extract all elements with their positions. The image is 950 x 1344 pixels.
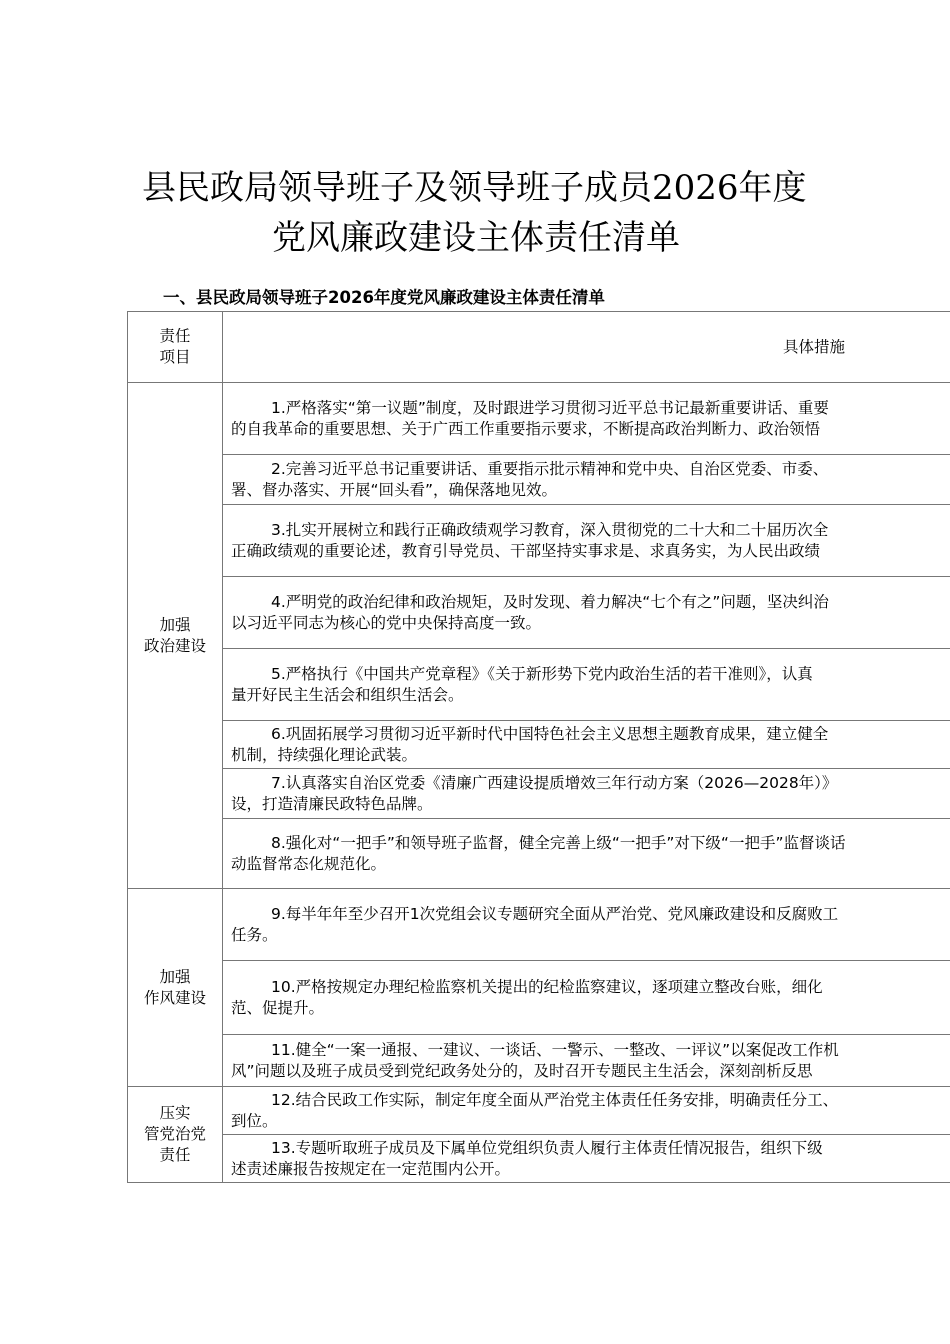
measure-text: 2.完善习近平总书记重要讲话、重要指示批示精神和党中央、自治区党委、市委、	[271, 459, 829, 478]
measure-text: 8.强化对“一把手”和领导班子监督，健全完善上级“一把手”对下级“一把手”监督谈话	[271, 833, 846, 852]
measure-text: 11.健全“一案一通报、一建议、一谈话、一警示、一整改、一评议”以案促改工作机	[271, 1040, 839, 1059]
category-line2: 政治建设	[143, 636, 206, 655]
measure-item-9	[223, 889, 950, 961]
measure-text: 5.严格执行《中国共产党章程》《关于新形势下党内政治生活的若干准则》，认真	[271, 664, 813, 683]
measure-text: 范、促提升。	[231, 998, 325, 1017]
measure-text: 述责述廉报告按规定在一定范围内公开。	[231, 1159, 511, 1178]
measure-text: 12.结合民政工作实际，制定年度全面从严治党主体责任任务安排，明确责任分工、	[271, 1090, 839, 1109]
category-line2: 作风建设	[143, 988, 206, 1007]
measure-item-3	[223, 505, 950, 577]
category-line3: 责任	[159, 1146, 191, 1164]
measure-text: 6.巩固拓展学习贯彻习近平新时代中国特色社会主义思想主题教育成果，建立健全	[271, 724, 829, 743]
measure-item-5	[223, 649, 950, 721]
measure-text: 3.扎实开展树立和践行正确政绩观学习教育，深入贯彻党的二十大和二十届历次全	[271, 520, 829, 539]
table-row	[128, 961, 950, 1035]
measure-text: 9.每半年年至少召开1次党组会议专题研究全面从严治党、党风廉政建设和反腐败工	[271, 904, 839, 923]
category-line1: 加强	[159, 967, 191, 986]
document-title-line1: 县民政局领导班子及领导班子成员2026年度	[142, 168, 807, 208]
measure-text: 4.严明党的政治纪律和政治规矩，及时发现、着力解决“七个有之”问题，坚决纠治	[271, 592, 829, 611]
table-row	[128, 1035, 950, 1087]
measure-text: 风”问题以及班子成员受到党纪政务处分的，及时召开专题民主生活会，深刻剖析反思	[231, 1061, 813, 1080]
measure-text: 7.认真落实自治区党委《清廉广西建设提质增效三年行动方案（2026—2028年）》	[271, 773, 838, 792]
measure-text: 到位。	[231, 1111, 278, 1130]
measure-item-6	[223, 721, 950, 769]
measure-text: 以习近平同志为核心的党中央保持高度一致。	[231, 613, 542, 632]
header-measures: 具体措施	[223, 312, 950, 383]
responsibility-table	[127, 311, 950, 1183]
measure-text: 设，打造清廉民政特色品牌。	[231, 794, 433, 813]
document-title-line2: 党风廉政建设主体责任清单	[272, 218, 680, 258]
measure-text: 机制，持续强化理论武装。	[231, 745, 418, 764]
table-row	[128, 383, 950, 455]
measure-item-2	[223, 455, 950, 505]
measure-text: 1.严格落实“第一议题”制度，及时跟进学习贯彻习近平总书记最新重要讲话、重要	[271, 398, 829, 417]
category-style-building	[128, 889, 223, 1087]
measure-item-12	[223, 1087, 950, 1135]
measure-item-4	[223, 577, 950, 649]
category-party-governance	[128, 1087, 223, 1183]
header-col1-line1: 责任	[159, 327, 191, 345]
measure-text: 10.严格按规定办理纪检监察机关提出的纪检监察建议，逐项建立整改台账，细化	[271, 977, 823, 996]
measure-text: 的自我革命的重要思想、关于广西工作重要指示要求，不断提高政治判断力、政治领悟	[231, 419, 821, 438]
measure-item-8	[223, 819, 950, 889]
table-row	[128, 505, 950, 577]
category-line1: 加强	[159, 615, 191, 634]
measure-text: 13.专题听取班子成员及下属单位党组织负责人履行主体责任情况报告，组织下级	[271, 1138, 823, 1157]
table-row	[128, 649, 950, 721]
measure-text: 署、督办落实、开展“回头看”，确保落地见效。	[231, 480, 558, 499]
table-row	[128, 819, 950, 889]
measure-text: 量开好民主生活会和组织生活会。	[231, 685, 464, 704]
category-line1: 压实	[159, 1104, 191, 1122]
table-row	[128, 577, 950, 649]
measure-item-7	[223, 769, 950, 819]
header-responsibility-item	[128, 312, 223, 383]
table-row	[128, 1087, 950, 1135]
measure-text: 动监督常态化规范化。	[231, 854, 387, 873]
header-col1-line2: 项目	[159, 348, 191, 366]
category-line2: 管党治党	[143, 1125, 206, 1143]
category-political-building	[128, 383, 223, 889]
measure-text: 任务。	[231, 925, 278, 944]
table-header-row	[128, 312, 950, 383]
section-heading: 一、县民政局领导班子2026年度党风廉政建设主体责任清单	[163, 288, 605, 307]
table-row	[128, 889, 950, 961]
table-row	[128, 721, 950, 769]
table-row	[128, 1135, 950, 1183]
measure-item-10	[223, 961, 950, 1035]
measure-text: 正确政绩观的重要论述，教育引导党员、干部坚持实事求是、求真务实，为人民出政绩	[231, 541, 821, 560]
table-row	[128, 455, 950, 505]
table-row	[128, 769, 950, 819]
measure-item-1	[223, 383, 950, 455]
measure-item-13	[223, 1135, 950, 1183]
measure-item-11	[223, 1035, 950, 1087]
